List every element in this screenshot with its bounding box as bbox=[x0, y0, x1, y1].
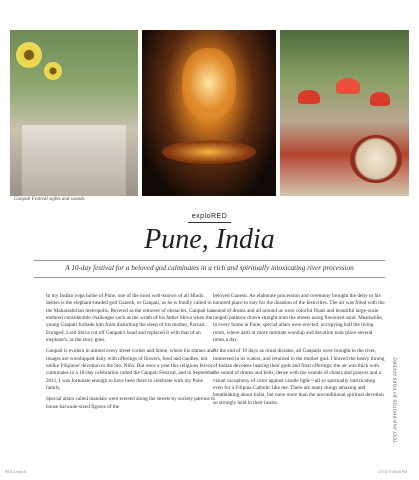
body-paragraph: Ganpati is evident in almost every street corner and home, where his statues and images are worshipped daily with offerings of flowers, food and candles, not unlike Filipinos' devotion to the Sto. Niño. But once a year this religious fervor culminates in a 10-day celebration called the Ganpati Festival, and in September 2011, I was fortunate enough to have been there to celebrate with my Pune family. bbox=[46, 348, 216, 392]
turban bbox=[336, 78, 360, 94]
body-paragraph: beloved Ganesh. An elaborate procession and ceremony brought the deity to his honored place to stay for the duration of the festivities. The air was filled with the sound of drums and all around us were colorful floats and beautiful large-scale rangoli patterns drawn straight onto the streets using flavoured sand. Meanwhile, in every home in Pune, special altars were erected, occupying half the living room, where aarti or more intimate worship and devotion took place several times a day. bbox=[213, 293, 385, 344]
photo-strip bbox=[10, 30, 409, 196]
body-paragraph: At the end of 10 days as ritual dictates, all Ganpatis were brought to the river, immersed in its waters, and returned to the mother god. I braved the heavy throng of Indian devotees bearing their gods and final offerings; the air was thick with the sound of drums and bells, dense with the sounds of chants and prayers and a visual cacophony of color against candle light—all so spiritually intoxicating even for a Filipina Catholic like me. There are many things amazing and breathtaking about India, but none more than the unconditional spiritual devotion so strongly held in their hearts. bbox=[213, 348, 385, 406]
article-deck: A 10-day festival for a beloved god culminates in a rich and spiritually intoxicating river procession bbox=[65, 264, 354, 272]
photo-credit-text: TEXT AND PHOTOS BY POPS AFFERO bbox=[392, 357, 398, 443]
sunflower-decoration bbox=[16, 42, 42, 68]
dhol-drum bbox=[350, 135, 402, 183]
deck-rule-bottom bbox=[34, 277, 385, 278]
festival-photo-procession bbox=[10, 30, 138, 196]
turban bbox=[298, 90, 320, 104]
ganesh-idol-glow bbox=[182, 48, 236, 118]
body-paragraph: Special altars called mandals were erected along the streets by society patrons to house karwade-sized figures of the bbox=[46, 396, 216, 410]
photo-credit bbox=[391, 345, 399, 455]
body-column-left bbox=[46, 293, 218, 415]
file-timestamp: 2/7/12 9:35:50 PM bbox=[378, 470, 407, 474]
festival-photo-drummers bbox=[280, 30, 409, 196]
deck-rule-top bbox=[34, 260, 385, 261]
file-slug: RED 4.indd 8 bbox=[5, 470, 26, 474]
body-paragraph: In my Indian yoga home of Pune, one of the most well-known of all Hindu deities is the elephant-headed god Ganesh, or Ganpati, as he is fondly called in the Maharashtrian metropolis. Revered as the remover of obstacles, Ganpati has endured considerable challenges such as the wrath of his father Shiva when the young Ganpati forbade him from disturbing the sleep of his mother, Parvati. Enraged, Lord Shiva cut off Ganpati's head and replaced it with that of an elephant's, as the story goes. bbox=[46, 293, 214, 344]
crowd-figures bbox=[22, 125, 126, 196]
candle-light bbox=[162, 140, 256, 164]
article-headline: Pune, India bbox=[144, 224, 275, 255]
festival-photo-ganesh-idol bbox=[142, 30, 276, 196]
kicker-underline bbox=[188, 222, 231, 223]
turban bbox=[370, 92, 390, 106]
body-column-right bbox=[213, 293, 385, 411]
photo-caption: Ganpati Festival sights and sounds bbox=[14, 197, 85, 202]
section-kicker: exploRED bbox=[191, 213, 228, 220]
sunflower-decoration bbox=[44, 62, 62, 80]
